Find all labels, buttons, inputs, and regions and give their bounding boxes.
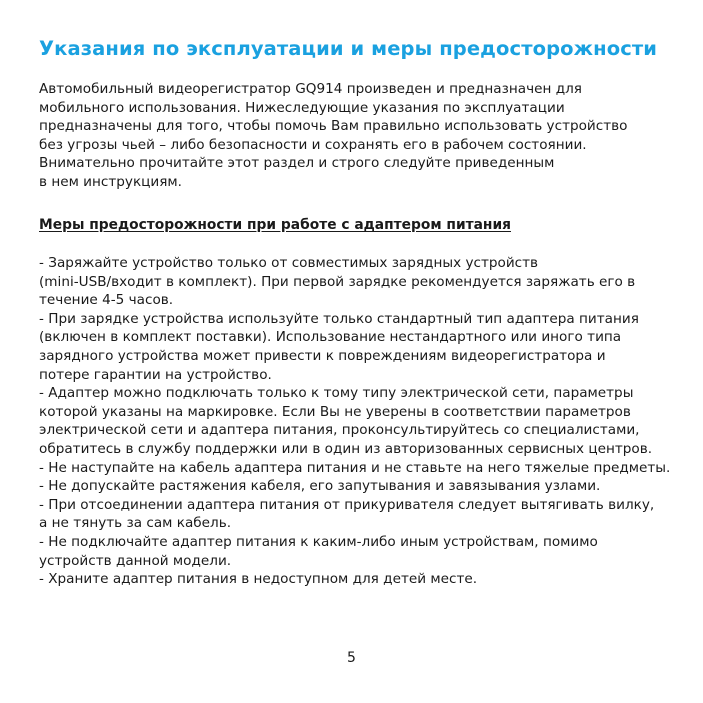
precaution-line: а не тянуть за сам кабель.: [39, 515, 232, 532]
intro-paragraph: [39, 80, 689, 192]
page-number: 5: [347, 650, 356, 666]
precaution-line: (mini-USB/входит в комплект). При первой зарядке рекомендуется заряжать его в: [39, 273, 636, 290]
precaution-line: - Заряжайте устройство только от совместимых зарядных устройств: [39, 255, 539, 271]
precaution-line: электрической сети и адаптера питания, проконсультируйтесь со специалистами,: [39, 422, 640, 439]
precaution-line: (включен в комплект поставки). Использование нестандартного или иного типа: [39, 329, 622, 346]
intro-line: Автомобильный видеорегистратор GQ914 произведен и предназначен для: [39, 81, 582, 97]
manual-page: [39, 36, 689, 588]
precaution-line: - Не допускайте растяжения кабеля, его запутывания и завязывания узлами.: [39, 478, 601, 495]
precaution-line: обратитесь в службу поддержки или в один из авторизованных сервисных центров.: [39, 440, 653, 457]
intro-line: Внимательно прочитайте этот раздел и строго следуйте приведенным: [39, 155, 555, 172]
precaution-line: устройств данной модели.: [39, 552, 232, 569]
precaution-line: - Храните адаптер питания в недоступном для детей месте.: [39, 571, 478, 588]
intro-line: в нем инструкциям.: [39, 173, 182, 190]
precaution-line: потере гарантии на устройство.: [39, 366, 272, 383]
precaution-line: которой указаны на маркировке. Если Вы не уверены в соответствии параметров: [39, 403, 631, 420]
page-title: Указания по эксплуатации и меры предосторожности: [39, 37, 658, 60]
precautions-list: [39, 254, 689, 589]
section-heading: Меры предосторожности при работе с адаптером питания: [39, 217, 511, 233]
intro-line: мобильного использования. Нижеследующие указания по эксплуатации: [39, 99, 565, 116]
precaution-line: - Адаптер можно подключать только к тому типу электрической сети, параметры: [39, 385, 634, 402]
intro-line: без угрозы чьей – либо безопасности и сохранять его в рабочем состоянии.: [39, 136, 587, 153]
precaution-line: зарядного устройства может привести к повреждениям видеорегистратора и: [39, 347, 606, 364]
precaution-line: течение 4-5 часов.: [39, 292, 174, 309]
precaution-line: - Не наступайте на кабель адаптера питания и не ставьте на него тяжелые предметы.: [39, 459, 671, 476]
intro-line: предназначены для того, чтобы помочь Вам правильно использовать устройство: [39, 118, 628, 135]
precaution-line: - При зарядке устройства используйте только стандартный тип адаптера питания: [39, 310, 639, 327]
precaution-line: - Не подключайте адаптер питания к каким-либо иным устройствам, помимо: [39, 533, 598, 550]
precaution-line: - При отсоединении адаптера питания от прикуривателя следует вытягивать вилку,: [39, 496, 655, 513]
